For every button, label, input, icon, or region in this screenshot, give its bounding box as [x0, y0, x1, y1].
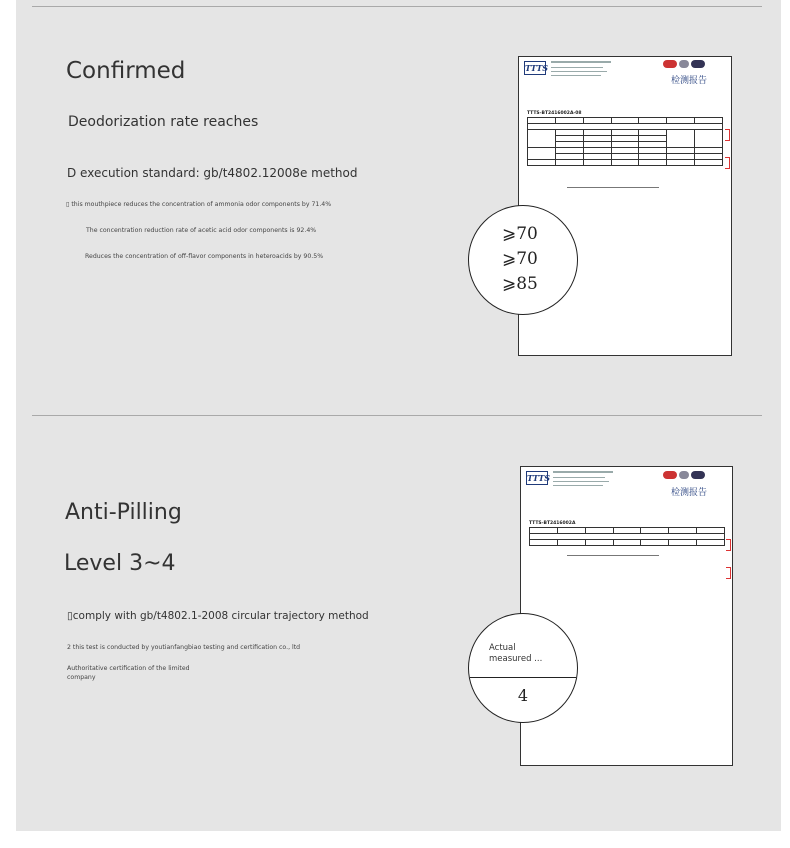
red-stamp-mark — [726, 539, 731, 551]
section-title: Anti-Pilling — [65, 500, 182, 525]
section-divider — [32, 415, 762, 416]
certification-note-line1: Authoritative certification of the limited — [67, 665, 190, 672]
ttts-logo: TTTS — [527, 473, 551, 483]
ammonia-note: ▯ this mouthpiece reduces the concentration of ammonia odor components by 71.4% — [66, 201, 332, 208]
ilac-seal — [679, 471, 689, 479]
pilling-standard: ▯comply with gb/t4802.1-2008 circular trajectory method — [67, 610, 369, 622]
certification-note-line2: company — [67, 674, 96, 681]
heteroacid-rate-value: ⩾85 — [502, 274, 538, 294]
pilling-level-badge — [468, 613, 578, 723]
acetic-acid-rate-value: ⩾70 — [502, 249, 538, 269]
measured-level-value: 4 — [517, 686, 529, 705]
report-table — [527, 117, 723, 166]
cnas-seal — [691, 471, 705, 479]
ammonia-rate-value: ⩾70 — [502, 224, 538, 244]
badge-divider — [469, 677, 577, 678]
red-stamp-mark — [726, 567, 731, 579]
report-title: 检测报告 — [671, 76, 708, 86]
pilling-report-image — [520, 466, 733, 766]
acetic-acid-note: The concentration reduction rate of acetic acid odor components is 92.4% — [86, 227, 317, 234]
measured-label-line1: Actual — [489, 643, 516, 653]
deodorization-rate-badge — [468, 205, 578, 315]
report-table — [529, 527, 725, 546]
pilling-level: Level 3~4 — [64, 551, 176, 576]
ttts-logo: TTTS — [525, 63, 549, 73]
heteroacid-note: Reduces the concentration of off-flavor components in heteroacids by 90.5% — [85, 253, 324, 260]
section-title: Confirmed — [66, 58, 186, 84]
section-subtitle: Deodorization rate reaches — [68, 114, 259, 130]
red-stamp-mark — [725, 157, 730, 169]
report-number: TTTS-BT2416002A — [529, 521, 576, 526]
measured-label-line2: measured ... — [489, 654, 543, 664]
report-number: TTTS-BT2416002A-08 — [527, 111, 582, 116]
execution-standard: D execution standard: gb/t4802.12008e method — [67, 166, 358, 180]
top-divider — [32, 6, 762, 7]
cma-seal — [663, 60, 677, 68]
testing-org-note: 2 this test is conducted by youtianfangbiao testing and certification co., ltd — [67, 644, 301, 651]
ilac-seal — [679, 60, 689, 68]
cma-seal — [663, 471, 677, 479]
red-stamp-mark — [725, 129, 730, 141]
report-title: 检测报告 — [671, 488, 708, 498]
cnas-seal — [691, 60, 705, 68]
test-report-image — [518, 56, 732, 356]
